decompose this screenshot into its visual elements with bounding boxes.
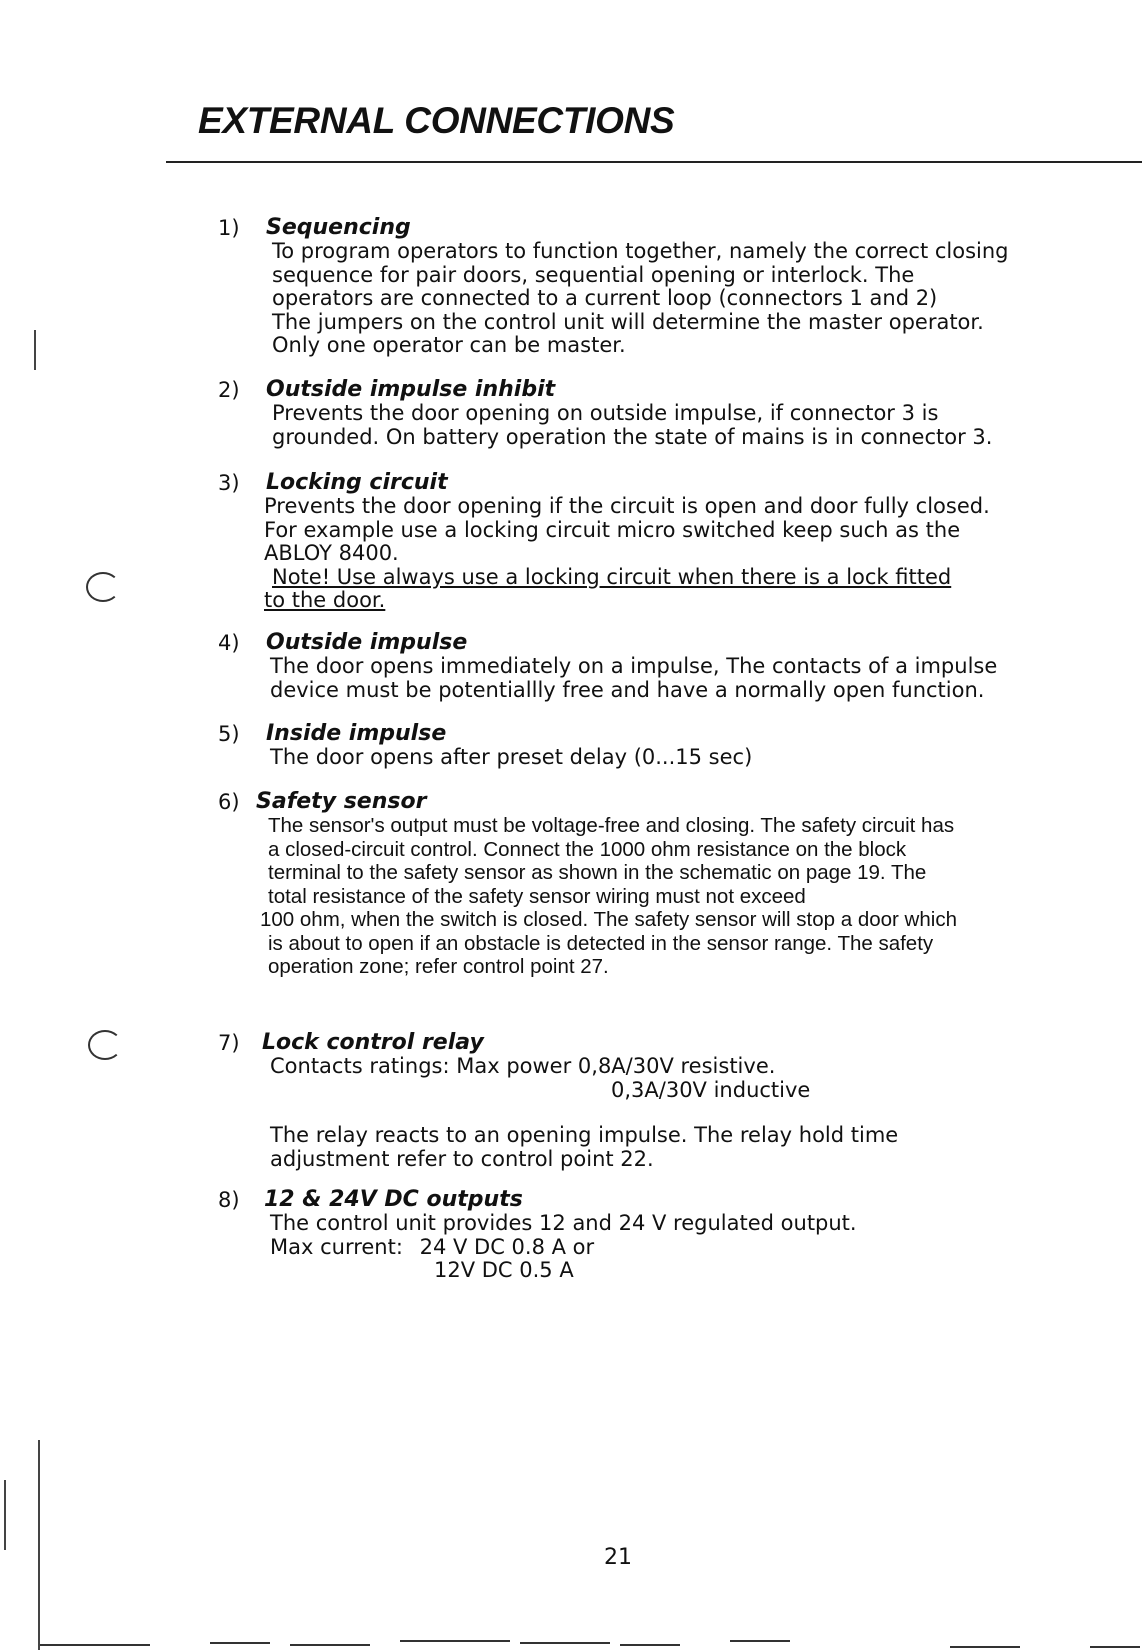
scan-edge-line xyxy=(620,1644,680,1646)
scan-edge-line xyxy=(950,1646,1020,1648)
ratings-line xyxy=(270,1055,898,1079)
section-body xyxy=(260,814,957,979)
body-line: grounded. On battery operation the state of mains is in connector 3. xyxy=(272,424,993,449)
body-line: 100 ohm, when the switch is closed. The safety sensor will stop a door which xyxy=(260,908,957,931)
page-title: EXTERNAL CONNECTIONS xyxy=(198,100,675,141)
body-line: adjustment refer to control point 22. xyxy=(270,1146,654,1171)
scan-edge-line xyxy=(520,1642,610,1644)
scan-margin-line xyxy=(4,1480,6,1550)
page-number: 21 xyxy=(604,1545,632,1570)
body-line: sequence for pair doors, sequential opening or interlock. The xyxy=(272,262,915,287)
title-underline xyxy=(166,161,1142,163)
section-number: 8) xyxy=(218,1188,240,1212)
section-heading: Inside impulse xyxy=(266,721,447,746)
section-number: 7) xyxy=(218,1031,240,1055)
body-line: ABLOY 8400. xyxy=(264,541,399,565)
scan-edge-line xyxy=(290,1644,370,1646)
body-line: The control unit provides 12 and 24 V regulated output. xyxy=(270,1211,857,1235)
scan-edge-line xyxy=(1090,1646,1140,1648)
body-line: device must be potentiallly free and have a normally open function. xyxy=(270,677,985,702)
current-value: 12V DC 0.5 A xyxy=(434,1258,574,1282)
current-value: 24 V DC 0.8 A or xyxy=(419,1234,595,1259)
section-body xyxy=(270,1055,898,1171)
body-line: operation zone; refer control point 27. xyxy=(268,955,609,978)
scan-edge-line xyxy=(40,1644,150,1646)
section-heading: Lock control relay xyxy=(262,1030,484,1055)
ratings-value: Max power 0,8A/30V resistive. xyxy=(456,1054,776,1078)
section-heading: Safety sensor xyxy=(256,789,427,814)
scan-edge-line xyxy=(210,1642,270,1644)
body-line: Only one operator can be master. xyxy=(272,333,626,357)
section-number: 3) xyxy=(218,471,240,495)
body-line: terminal to the safety sensor as shown in the schematic on page 19. The xyxy=(268,861,927,884)
binder-hole-icon xyxy=(86,572,120,602)
section-heading: Outside impulse inhibit xyxy=(266,377,556,402)
scan-edge-line xyxy=(730,1640,790,1642)
body-line: Prevents the door opening on outside impulse, if connector 3 is xyxy=(272,401,939,425)
body-line: The relay reacts to an opening impulse. The relay hold time xyxy=(270,1123,899,1147)
body-line: operators are connected to a current loop (connectors 1 and 2) xyxy=(272,286,938,310)
note-line: to the door. xyxy=(264,588,386,612)
body-line: For example use a locking circuit micro switched keep such as the xyxy=(264,517,961,542)
scan-margin-line xyxy=(38,1440,40,1650)
body-line: The sensor's output must be voltage-free and closing. The safety circuit has xyxy=(268,814,955,837)
body-line: Prevents the door opening if the circuit is open and door fully closed. xyxy=(264,494,990,518)
current-line xyxy=(270,1236,857,1260)
section-body xyxy=(270,746,752,770)
body-line: is about to open if an obstacle is detected in the sensor range. The safety xyxy=(268,931,934,955)
section-body xyxy=(270,655,997,702)
section-number: 2) xyxy=(218,378,240,402)
body-line: The door opens immediately on a impulse, The contacts of a impulse xyxy=(270,654,998,678)
section-heading: Locking circuit xyxy=(266,470,448,495)
body-line: To program operators to function together, namely the correct closing xyxy=(272,239,1009,263)
section-heading: Outside impulse xyxy=(266,630,468,655)
scan-margin-line xyxy=(34,330,36,370)
section-body xyxy=(264,495,990,613)
section-body xyxy=(272,402,992,449)
section-heading: Sequencing xyxy=(266,215,411,240)
scan-edge-line xyxy=(400,1640,510,1642)
section-number: 4) xyxy=(218,631,240,655)
body-line: The door opens after preset delay (0...15 sec) xyxy=(270,745,753,769)
body-line: The jumpers on the control unit will determine the master operator. xyxy=(272,309,984,334)
ratings-label: Contacts ratings: xyxy=(270,1054,450,1078)
section-body xyxy=(272,240,1009,358)
note-line: Note! Use always use a locking circuit when there is a lock fitted xyxy=(272,564,952,589)
ratings-value: 0,3A/30V inductive xyxy=(611,1077,811,1102)
binder-hole-icon xyxy=(88,1030,122,1060)
section-number: 6) xyxy=(218,790,240,814)
section-number: 5) xyxy=(218,722,240,746)
current-label: Max current: xyxy=(270,1234,403,1259)
section-body xyxy=(270,1212,857,1283)
section-number: 1) xyxy=(218,216,240,240)
section-heading: 12 & 24V DC outputs xyxy=(264,1187,523,1212)
body-line: total resistance of the safety sensor wiring must not exceed xyxy=(268,884,806,908)
body-line: a closed-circuit control. Connect the 1000 ohm resistance on the block xyxy=(268,837,907,861)
